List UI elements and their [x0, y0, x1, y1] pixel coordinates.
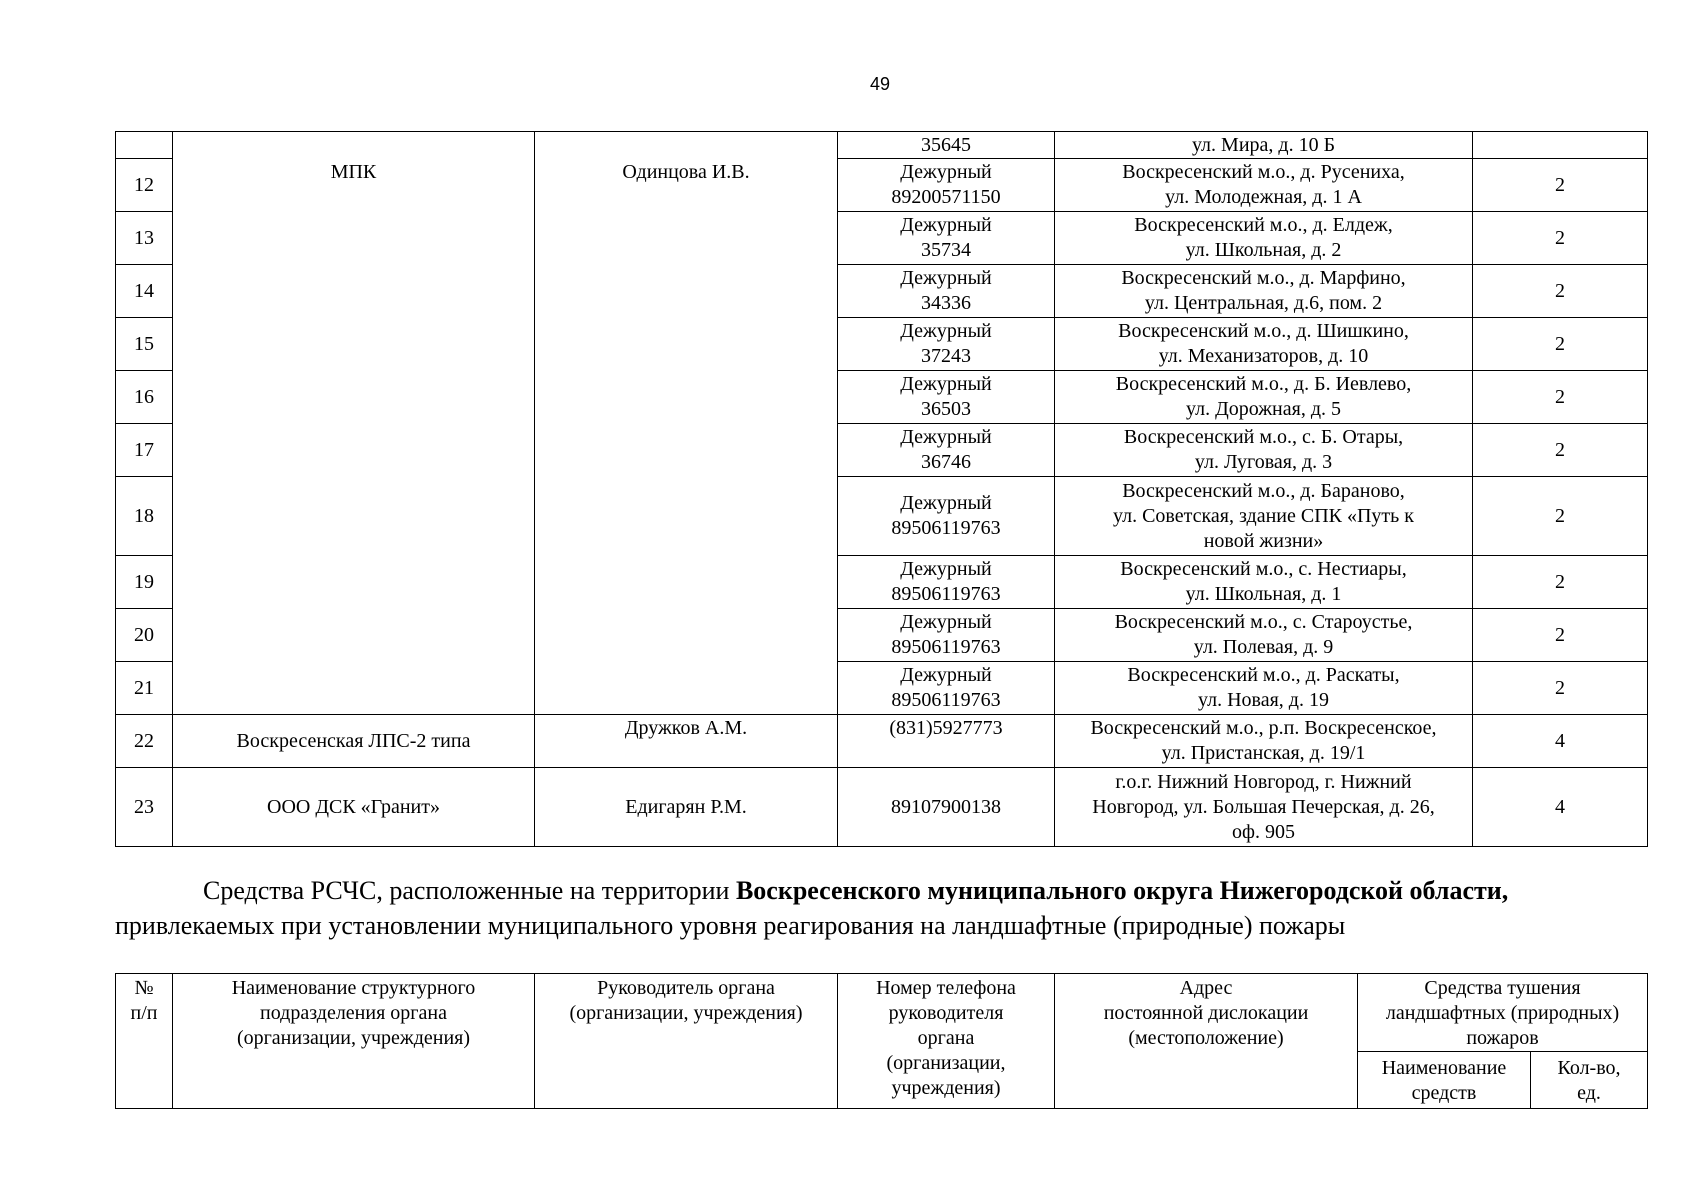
address-line: ул. Дорожная, д. 5: [1185, 398, 1342, 420]
row-num-text: 13: [134, 226, 154, 249]
address-cell: [1055, 212, 1473, 265]
page-number: 49: [869, 74, 891, 94]
header-means-qty: [1531, 1052, 1648, 1109]
qty-cell: [1473, 265, 1648, 318]
address-cell: [1055, 265, 1473, 318]
qty-cell: [1473, 371, 1648, 424]
header-line: Кол-во,: [1557, 1057, 1621, 1079]
heading-part1: Средства РСЧС, расположенные на территории: [203, 876, 736, 905]
phone-line: Дежурный: [900, 161, 992, 183]
address-line: Воскресенский м.о., с. Староустье,: [1114, 611, 1413, 633]
address-line: Воскресенский м.о., д. Русениха,: [1122, 161, 1405, 183]
phone-line: 36746: [921, 451, 971, 473]
row-num-text: 17: [134, 438, 154, 461]
row-num: [116, 477, 173, 556]
qty-cell: [1473, 477, 1648, 556]
address-line: ул. Школьная, д. 2: [1185, 239, 1342, 261]
address-line: ул. Механизаторов, д. 10: [1158, 345, 1369, 367]
row-num-text: 14: [134, 279, 154, 302]
header-num: [116, 974, 173, 1109]
row-num: [116, 556, 173, 609]
address-line: Воскресенский м.о., д. Раскаты,: [1127, 664, 1400, 686]
phone: (831)5927773: [889, 717, 1003, 739]
row-num: [116, 768, 173, 847]
address-cell: [1055, 318, 1473, 371]
head-cell: [535, 768, 838, 847]
header-line: Адрес: [1179, 977, 1233, 999]
address-cell: [1055, 371, 1473, 424]
qty: 2: [1555, 504, 1565, 527]
qty-cell: [1473, 212, 1648, 265]
qty: 2: [1555, 438, 1565, 461]
address-cell: [1055, 662, 1473, 715]
header-line: Средства тушения: [1424, 977, 1581, 999]
phone-line: 89200571150: [891, 186, 1001, 208]
phone-line: 89506119763: [891, 583, 1001, 605]
header-means-name: [1358, 1052, 1531, 1109]
header-line: (организации, учреждения): [236, 1027, 471, 1049]
qty-cell: [1473, 662, 1648, 715]
header-line: (организации,: [886, 1052, 1006, 1074]
address-line: Воскресенский м.о., д. Марфино,: [1121, 267, 1406, 289]
row-num: [116, 159, 173, 212]
address-line: ул. Молодежная, д. 1 А: [1165, 186, 1362, 208]
phone-line: Дежурный: [900, 267, 992, 289]
row-num-text: 16: [134, 385, 154, 408]
phone: 35645: [921, 133, 971, 156]
row-num-text: 15: [134, 332, 154, 355]
address-line: Воскресенский м.о., с. Б. Отары,: [1123, 426, 1404, 448]
row-num: [116, 318, 173, 371]
phone-line: 34336: [921, 292, 971, 314]
header-line: учреждения): [891, 1077, 1001, 1099]
address-cell: [1055, 768, 1473, 847]
phone-cell: [838, 556, 1055, 609]
qty: 2: [1555, 226, 1565, 249]
header-line: Руководитель органа: [597, 977, 775, 999]
qty: 2: [1555, 676, 1565, 699]
qty: 2: [1555, 385, 1565, 408]
phone-line: Дежурный: [900, 558, 992, 580]
header-line: №: [134, 977, 154, 999]
header-line: п/п: [130, 1002, 158, 1024]
phone-cell: [838, 371, 1055, 424]
header-unit-name: [173, 974, 535, 1109]
phone-cell: [838, 424, 1055, 477]
phone-line: Дежурный: [900, 664, 992, 686]
phone-line: Дежурный: [900, 426, 992, 448]
phone-line: Дежурный: [900, 373, 992, 395]
qty: 2: [1555, 173, 1565, 196]
unit-name-cell: [173, 768, 535, 847]
header-line: подразделения органа: [260, 1002, 447, 1024]
qty-cell: [1473, 768, 1648, 847]
qty: 2: [1555, 623, 1565, 646]
phone-cell: [838, 715, 1055, 768]
header-line: Наименование структурного: [231, 977, 476, 999]
address-line: Новгород, ул. Большая Печерская, д. 26,: [1092, 795, 1435, 818]
row-num-text: 19: [134, 570, 154, 593]
table-row: [116, 132, 1648, 159]
qty-cell: [1473, 424, 1648, 477]
phone-line: Дежурный: [900, 214, 992, 236]
table-row: [116, 768, 1648, 847]
address-cell: [1055, 159, 1473, 212]
heading-bold: Воскресенского муниципального округа Нижегородской области,: [735, 876, 1509, 905]
qty: 4: [1555, 729, 1565, 752]
row-num: [116, 132, 173, 159]
phone-cell: [838, 609, 1055, 662]
qty: 4: [1555, 795, 1565, 818]
address-cell: [1055, 424, 1473, 477]
address-cell: [1055, 556, 1473, 609]
row-num-text: 23: [134, 795, 154, 818]
row-num: [116, 609, 173, 662]
qty-cell: [1473, 159, 1648, 212]
phone-line: 89506119763: [891, 636, 1001, 658]
row-num: [116, 424, 173, 477]
phone-cell: [838, 212, 1055, 265]
qty-cell: [1473, 318, 1648, 371]
qty: 2: [1555, 332, 1565, 355]
header-line: руководителя: [888, 1002, 1004, 1024]
address-line: новой жизни»: [1203, 529, 1324, 552]
phone-line: Дежурный: [900, 320, 992, 342]
address-line: Воскресенский м.о., д. Елдеж,: [1134, 214, 1393, 236]
qty-cell: [1473, 715, 1648, 768]
rschs-table-header: [115, 973, 1648, 1109]
address-line: Воскресенский м.о., с. Нестиары,: [1120, 558, 1407, 580]
head-cell: [535, 715, 838, 768]
header-head: [535, 974, 838, 1109]
header-line: постоянной дислокации: [1103, 1002, 1309, 1024]
group-head-cell: [535, 132, 838, 715]
unit-name-cell: [173, 715, 535, 768]
fire-units-table: [115, 131, 1648, 847]
phone: 89107900138: [891, 795, 1001, 818]
unit-name: Воскресенская ЛПС-2 типа: [236, 729, 471, 752]
header-line: (местоположение): [1128, 1027, 1284, 1049]
phone-cell: [838, 132, 1055, 159]
address-line: ул. Советская, здание СПК «Путь к: [1112, 504, 1414, 527]
heading-part2: привлекаемых при установлении муниципального уровня реагирования на ландшафтные (природные) пожары: [115, 911, 1346, 940]
header-address: [1055, 974, 1358, 1109]
qty: 2: [1555, 279, 1565, 302]
header-line: Номер телефона: [876, 977, 1016, 999]
phone-line: Дежурный: [900, 492, 992, 514]
phone-cell: [838, 662, 1055, 715]
header-line: ландшафтных (природных): [1385, 1002, 1620, 1024]
header-line: Наименование: [1381, 1057, 1507, 1079]
address-line: г.о.г. Нижний Новгород, г. Нижний: [1115, 770, 1412, 793]
row-num-text: 18: [134, 504, 154, 527]
head-name: Дружков А.М.: [624, 717, 748, 739]
row-num-text: 20: [134, 623, 154, 646]
header-line: средств: [1411, 1082, 1477, 1104]
header-line: пожаров: [1466, 1027, 1539, 1049]
phone-line: 37243: [921, 345, 971, 367]
phone-line: 89506119763: [891, 689, 1001, 711]
address-line: ул. Луговая, д. 3: [1194, 451, 1333, 473]
header-line: ед.: [1577, 1082, 1601, 1104]
row-num: [116, 371, 173, 424]
phone-line: 89506119763: [891, 517, 1001, 539]
header-means: [1358, 974, 1648, 1052]
unit-name: ООО ДСК «Гранит»: [267, 795, 440, 818]
qty-cell: [1473, 556, 1648, 609]
row-num: [116, 662, 173, 715]
address-line: ул. Центральная, д.6, пом. 2: [1144, 292, 1383, 314]
header-line: (организации, учреждения): [569, 1002, 803, 1024]
row-num: [116, 212, 173, 265]
group-name-cell: [173, 132, 535, 715]
head-name: Едигарян Р.М.: [625, 795, 747, 818]
phone-cell: [838, 477, 1055, 556]
address-line: Воскресенский м.о., д. Б. Иевлево,: [1115, 373, 1412, 395]
address-cell: [1055, 132, 1473, 159]
qty-cell: [1473, 132, 1648, 159]
address-cell: [1055, 715, 1473, 768]
phone-cell: [838, 318, 1055, 371]
row-num-text: 12: [134, 173, 154, 196]
qty-cell: [1473, 609, 1648, 662]
phone-line: 36503: [921, 398, 971, 420]
phone-line: Дежурный: [900, 611, 992, 633]
group-name: МПК: [330, 161, 377, 183]
section-heading: [115, 873, 1675, 943]
qty: 2: [1555, 570, 1565, 593]
group-head: Одинцова И.В.: [622, 161, 750, 183]
address-line: Воскресенский м.о., д. Бараново,: [1122, 479, 1405, 502]
row-num: [116, 715, 173, 768]
address-line: ул. Полевая, д. 9: [1193, 636, 1334, 658]
table-row: [116, 715, 1648, 768]
address-line: оф. 905: [1232, 820, 1295, 843]
address-line: ул. Пристанская, д. 19/1: [1161, 742, 1366, 764]
address-cell: [1055, 477, 1473, 556]
row-num-text: 22: [134, 729, 154, 752]
phone-line: 35734: [921, 239, 971, 261]
header-phone: [838, 974, 1055, 1109]
address-line: ул. Школьная, д. 1: [1185, 583, 1342, 605]
address-line: Воскресенский м.о., д. Шишкино,: [1118, 320, 1409, 342]
row-num: [116, 265, 173, 318]
phone-cell: [838, 768, 1055, 847]
address-cell: [1055, 609, 1473, 662]
address-line: ул. Мира, д. 10 Б: [1191, 133, 1336, 156]
row-num-text: 21: [134, 676, 154, 699]
address-line: Воскресенский м.о., р.п. Воскресенское,: [1090, 717, 1437, 739]
phone-cell: [838, 159, 1055, 212]
phone-cell: [838, 265, 1055, 318]
header-line: органа: [917, 1027, 975, 1049]
address-line: ул. Новая, д. 19: [1198, 689, 1329, 711]
